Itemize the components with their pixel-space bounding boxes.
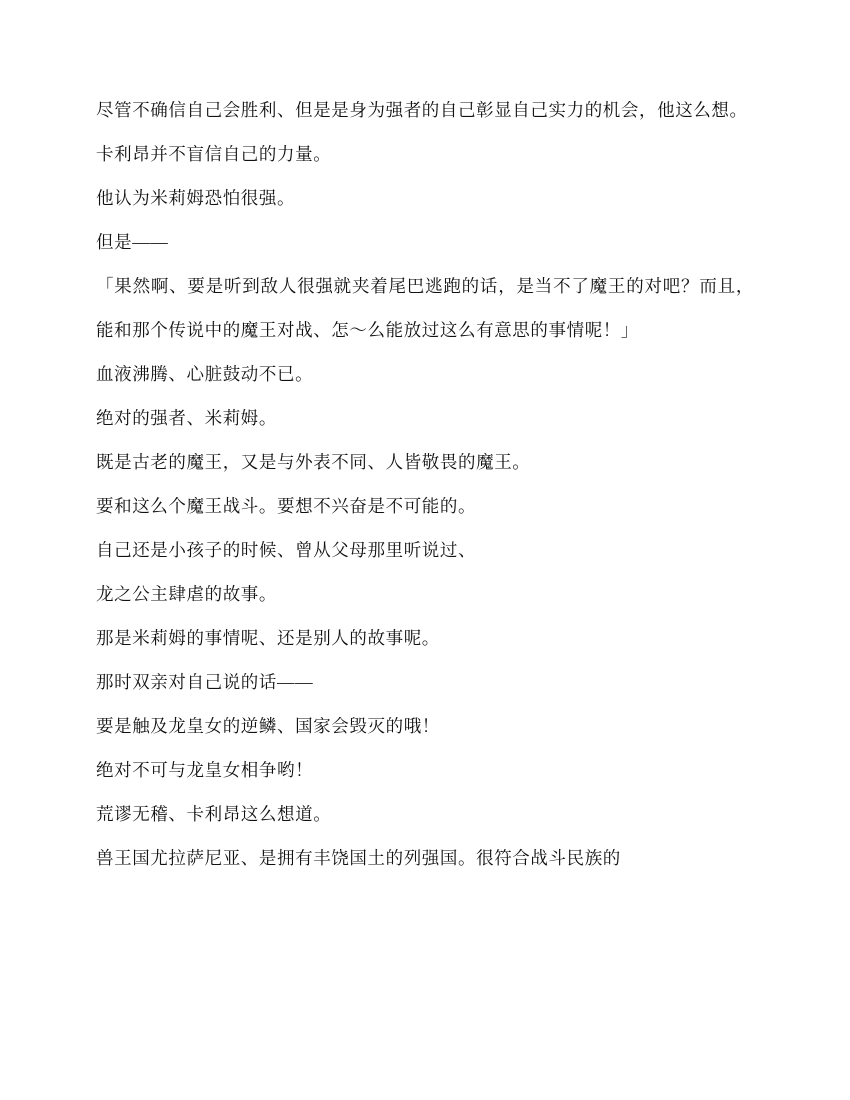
document-body	[96, 88, 754, 880]
paragraph: 龙之公主肆虐的故事。	[96, 584, 277, 604]
paragraph: 兽王国尤拉萨尼亚、是拥有丰饶国土的列强国。很符合战斗民族的	[96, 848, 621, 868]
paragraph: 尽管不确信自己会胜利、但是是身为强者的自己彰显自己实力的机会，他这么想。	[96, 100, 748, 120]
paragraph: 「果然啊、要是听到敌人很强就夹着尾巴逃跑的话，是当不了魔王的对吧？而且，能和那个传说中的魔王对战、怎～么能放过这么有意思的事情呢！」	[96, 276, 754, 340]
paragraph: 荒谬无稽、卡利昂这么想道。	[96, 804, 332, 824]
paragraph: 要和这么个魔王战斗。要想不兴奋是不可能的。	[96, 496, 477, 516]
paragraph: 那时双亲对自己说的话——	[96, 672, 314, 692]
paragraph: 他认为米莉姆恐怕很强。	[96, 188, 296, 208]
paragraph: 那是米莉姆的事情呢、还是别人的故事呢。	[96, 628, 440, 648]
paragraph: 绝对不可与龙皇女相争哟！	[96, 760, 314, 780]
paragraph: 既是古老的魔王，又是与外表不同、人皆敬畏的魔王。	[96, 452, 531, 472]
paragraph: 要是触及龙皇女的逆鳞、国家会毁灭的哦！	[96, 716, 440, 736]
paragraph: 自己还是小孩子的时候、曾从父母那里听说过、	[96, 540, 477, 560]
paragraph: 绝对的强者、米莉姆。	[96, 408, 277, 428]
paragraph: 但是——	[96, 232, 169, 252]
paragraph: 卡利昂并不盲信自己的力量。	[96, 144, 332, 164]
paragraph: 血液沸腾、心脏鼓动不已。	[96, 364, 314, 384]
